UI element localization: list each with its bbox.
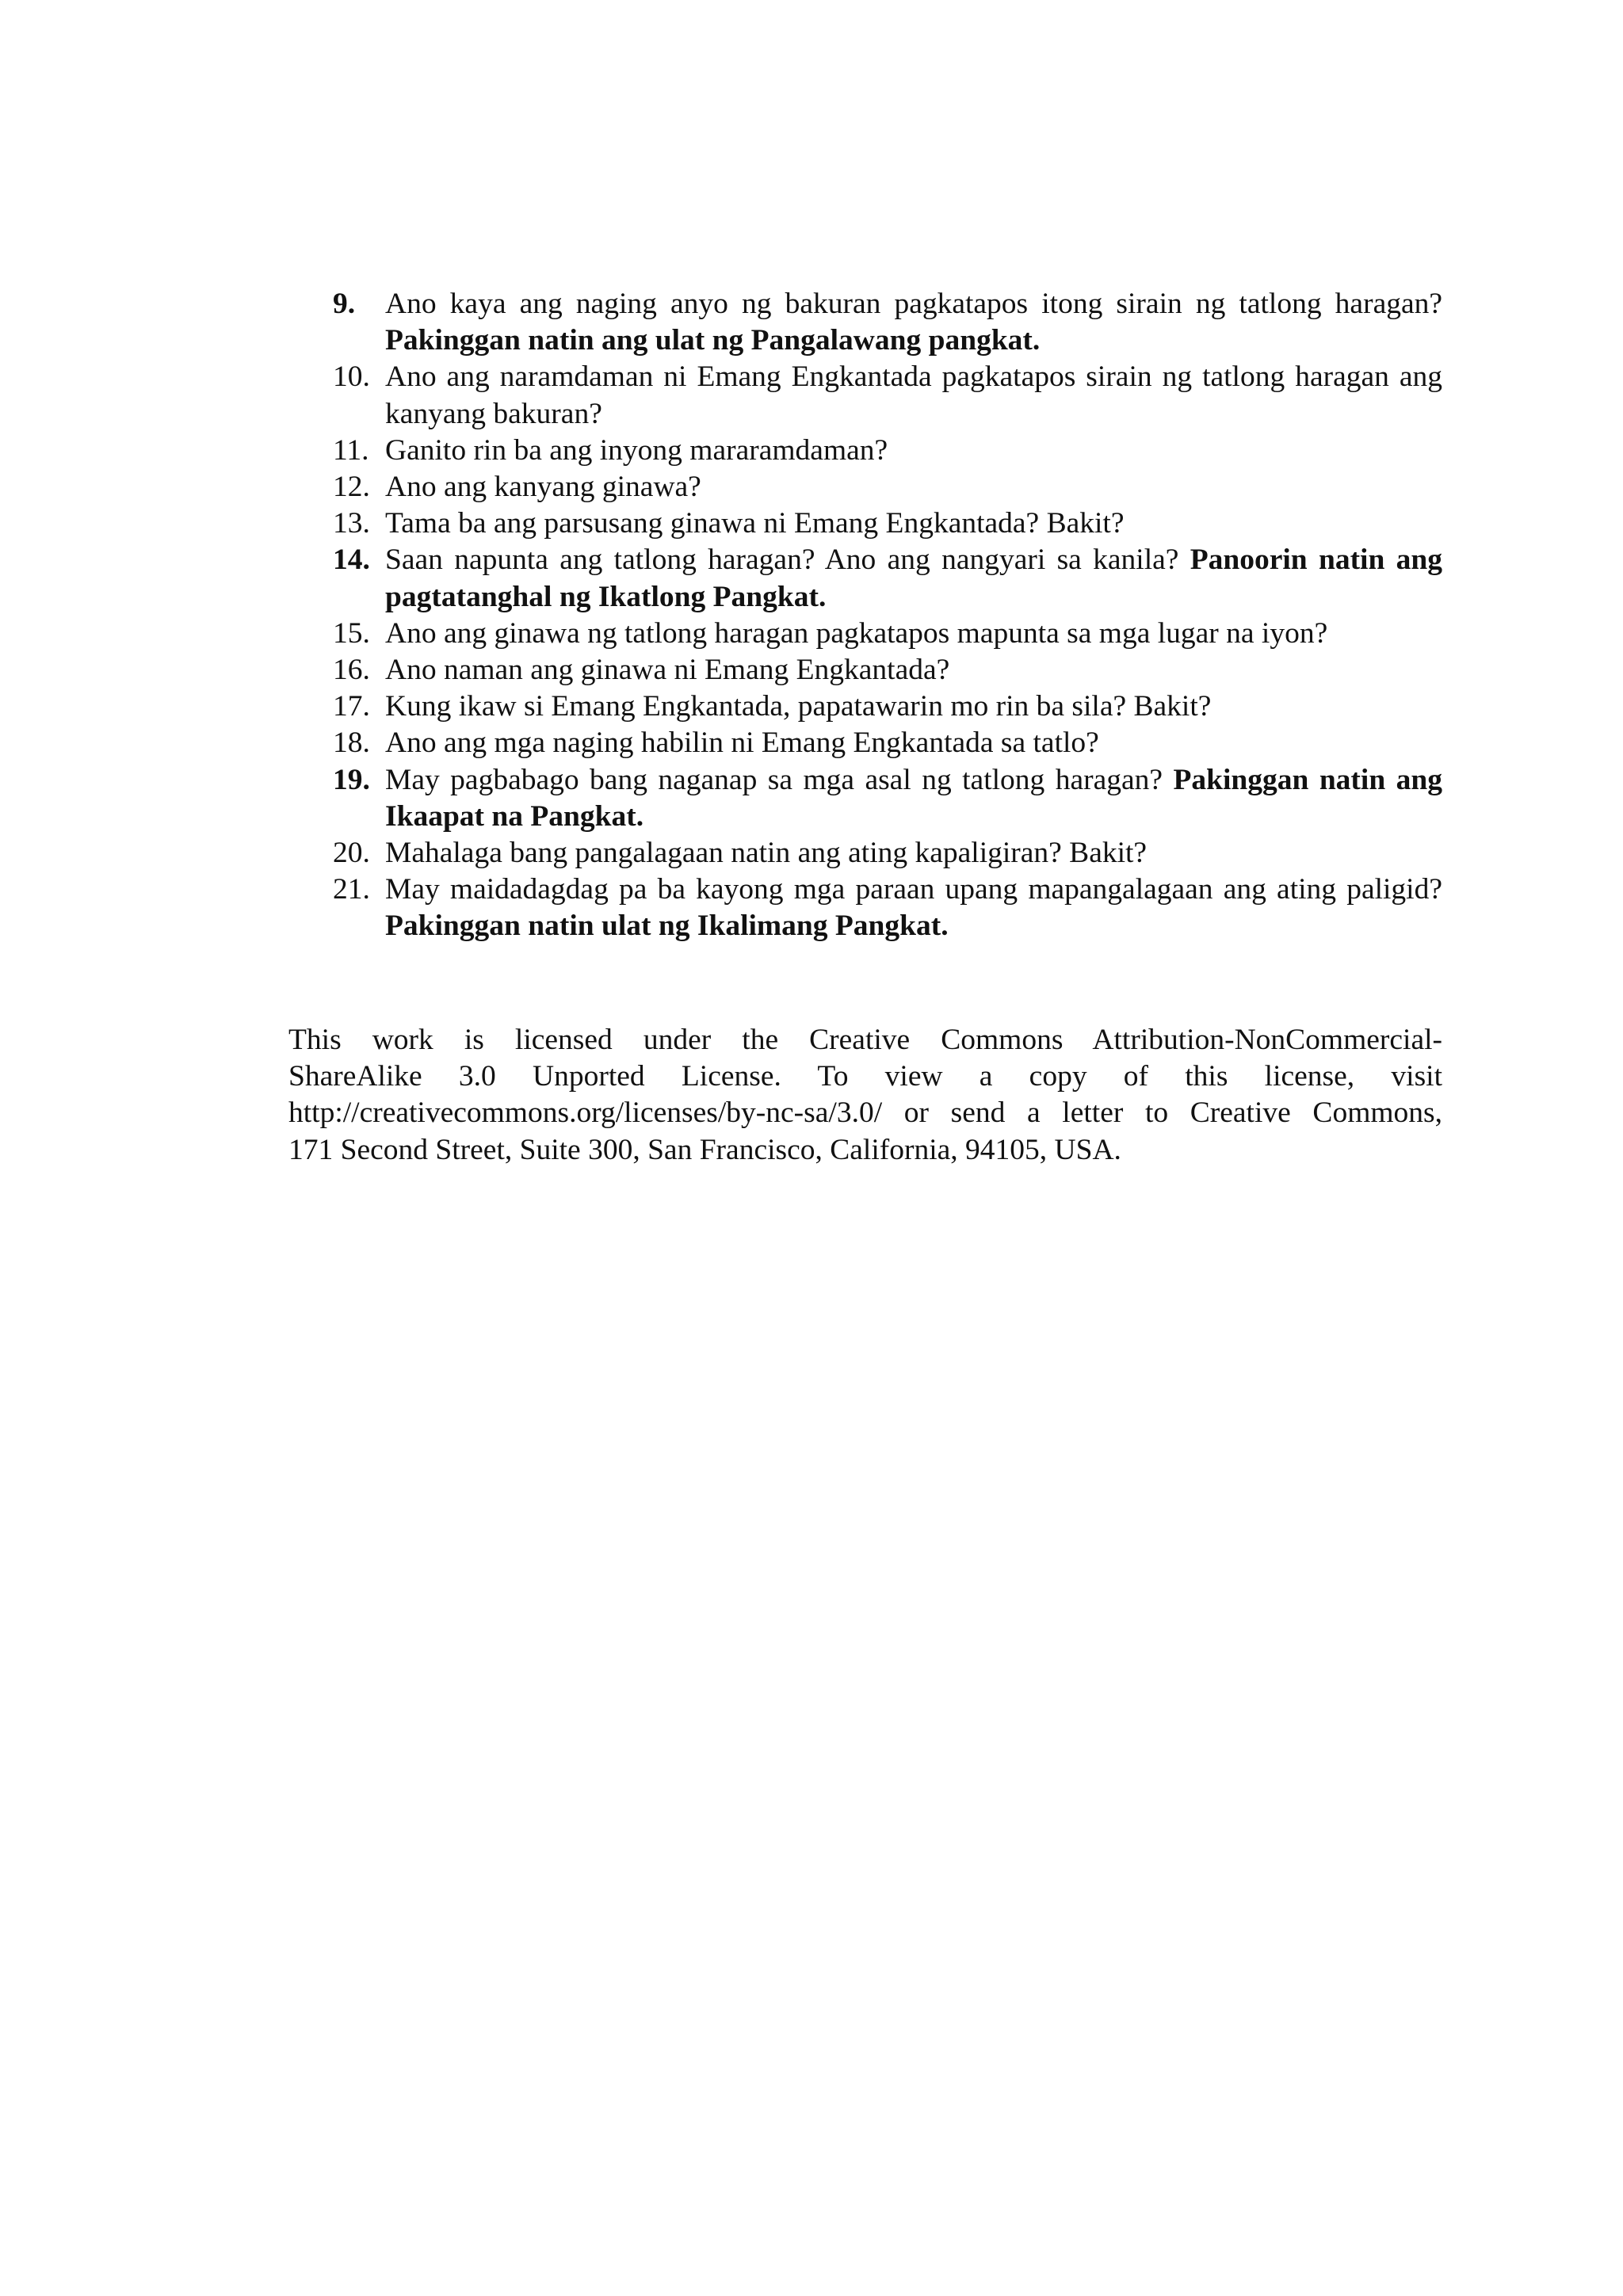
list-item	[333, 762, 1442, 835]
question-number: 14.	[333, 543, 370, 577]
question-text	[385, 542, 1442, 615]
license-notice	[288, 1022, 1442, 1169]
question-number: 19.	[333, 763, 370, 796]
question-text	[385, 286, 1442, 359]
question-text-plain: Ano naman ang ginawa ni Emang Engkantada?	[385, 654, 950, 687]
question-number: 17.	[333, 690, 370, 723]
question-text	[385, 652, 1442, 688]
list-item	[333, 359, 1442, 432]
question-number: 18.	[333, 727, 370, 760]
question-text-plain: Saan napunta ang tatlong haragan? Ano ang nangyari sa kanila?	[385, 543, 1190, 577]
question-number: 21.	[333, 873, 370, 906]
question-text-emphasis: Panoorin natin ang pagtatanghal ng Ikatlong Pangkat.	[385, 543, 1443, 613]
question-text	[385, 688, 1442, 725]
question-text	[385, 725, 1442, 761]
question-text-emphasis: Pakinggan natin ang ulat ng Pangalawang pangkat.	[385, 324, 1041, 357]
question-number: 10.	[333, 360, 370, 394]
list-item	[333, 688, 1442, 725]
license-line: This work is licensed under the Creative Commons Attribution-NonCommercial-	[288, 1024, 1442, 1056]
question-text	[385, 762, 1442, 835]
question-text-plain: Ano ang ginawa ng tatlong haragan pagkatapos mapunta sa mga lugar na iyon?	[385, 616, 1328, 650]
question-text-plain: May maidadagdag pa ba kayong mga paraan upang mapangalagaan ang ating paligid?	[385, 873, 1442, 906]
list-item	[333, 433, 1442, 469]
license-line: 171 Second Street, Suite 300, San Francisco, California, 94105, USA.	[288, 1133, 1121, 1166]
list-item	[333, 871, 1442, 944]
license-line: ShareAlike 3.0 Unported License. To view a copy of this license, visit	[288, 1060, 1442, 1093]
question-number: 16.	[333, 654, 370, 687]
question-text	[385, 359, 1442, 432]
list-item	[333, 616, 1442, 652]
list-item	[333, 286, 1442, 359]
list-item	[333, 469, 1442, 505]
question-number: 15.	[333, 616, 370, 650]
question-text-plain: Ano kaya ang naging anyo ng bakuran pagkatapos itong sirain ng tatlong haragan?	[385, 288, 1442, 320]
question-text-plain: Kung ikaw si Emang Engkantada, papatawarin mo rin ba sila? Bakit?	[385, 690, 1212, 723]
question-text	[385, 469, 1442, 505]
question-text-emphasis: Pakinggan natin ulat ng Ikalimang Pangkat.	[385, 910, 949, 943]
question-text-plain: Tama ba ang parsusang ginawa ni Emang Engkantada? Bakit?	[385, 507, 1125, 540]
question-text-emphasis: Pakinggan natin ang Ikaapat na Pangkat.	[385, 763, 1442, 833]
question-text-plain: Ano ang kanyang ginawa?	[385, 471, 701, 504]
question-number: 20.	[333, 837, 370, 870]
question-number: 13.	[333, 507, 370, 540]
question-number: 12.	[333, 471, 370, 504]
question-text-plain: May pagbabago bang naganap sa mga asal ng tatlong haragan?	[385, 763, 1174, 796]
list-item	[333, 835, 1442, 871]
question-text-plain: Ano ang mga naging habilin ni Emang Engkantada sa tatlo?	[385, 727, 1099, 760]
question-text-plain: Mahalaga bang pangalagaan natin ang ating kapaligiran? Bakit?	[385, 837, 1148, 870]
question-text	[385, 616, 1442, 652]
license-line: http://creativecommons.org/licenses/by-nc-sa/3.0/ or send a letter to Creative Commons,	[288, 1097, 1442, 1130]
question-list	[333, 286, 1442, 945]
list-item	[333, 725, 1442, 761]
question-text-plain: Ganito rin ba ang inyong mararamdaman?	[385, 433, 888, 467]
list-item	[333, 505, 1442, 542]
question-text	[385, 505, 1442, 542]
question-text	[385, 433, 1442, 469]
question-number: 11.	[333, 433, 369, 467]
question-text-plain: Ano ang naramdaman ni Emang Engkantada pagkatapos sirain ng tatlong haragan ang kanyang bakuran?	[385, 360, 1442, 430]
question-number: 9.	[333, 288, 356, 320]
question-text	[385, 871, 1442, 944]
question-text	[385, 835, 1442, 871]
list-item	[333, 652, 1442, 688]
list-item	[333, 542, 1442, 615]
